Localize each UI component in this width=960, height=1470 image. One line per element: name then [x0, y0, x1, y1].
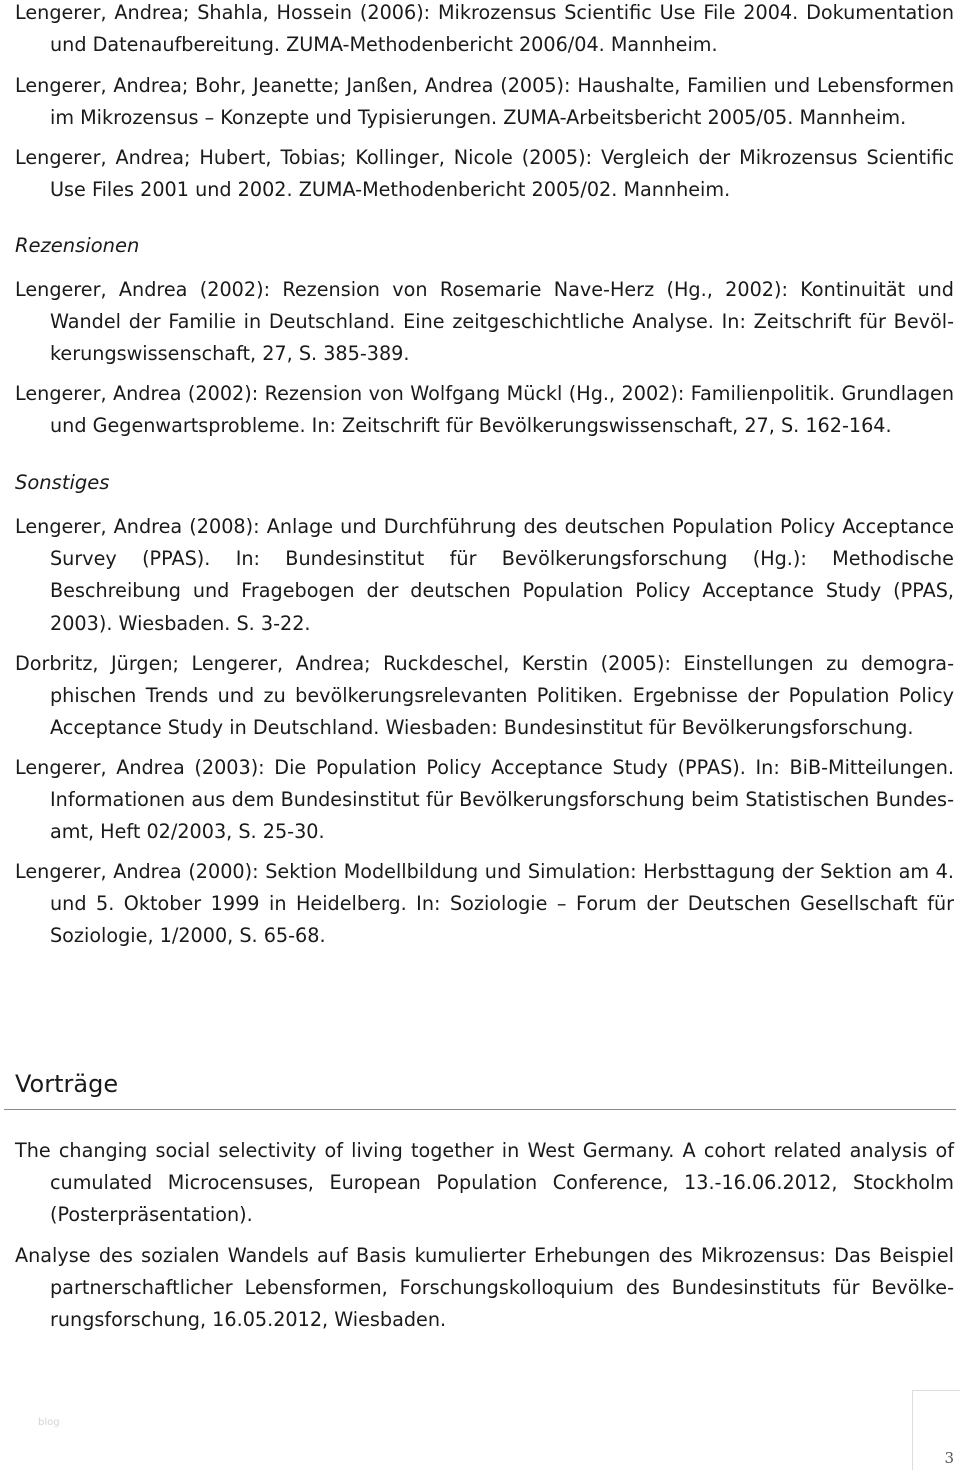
- misc-entry: Lengerer, Andrea (2008): Anlage und Durchführung des deutschen Population Policy Acceptance Survey (PPAS). In: Bundesinstitut für Bevölkerungsforschung (Hg.): Methodische Beschreibung und Fragebogen der deutschen Population Policy Acceptance Study (PPAS, 2003). Wiesbaden. S. 3-22.: [15, 515, 954, 635]
- misc-entry: Dorbritz, Jürgen; Lengerer, Andrea; Ruckdeschel, Kerstin (2005): Einstellungen zu demographischen Trends und zu bevölkerungsrelevanten Politiken. Ergebnisse der Population Policy Acceptance Study in Deutschland. Wiesbaden: Bundesinstitut für Bevölkerungsforschung.: [15, 652, 954, 740]
- misc-entry: Lengerer, Andrea (2000): Sektion Modellbildung und Simulation: Herbsttagung der Sektion am 4. und 5. Oktober 1999 in Heidelberg. In: Soziologie – Forum der Deutschen Gesellschaft für Soziologie, 1/2000, S. 65-68.: [15, 860, 954, 948]
- section-heading-vortraege: Vorträge: [15, 1070, 119, 1098]
- publication-entry: Lengerer, Andrea; Shahla, Hossein (2006): Mikrozensus Scientific Use File 2004. Dokumentation und Datenaufbereitung. ZUMA-Methodenbericht 2006/04. Mannheim.: [15, 1, 954, 57]
- talk-entry: The changing social selectivity of living together in West Germany. A cohort related analysis of cumulated Microcensuses, European Population Conference, 13.-16.06.2012, Stockholm (Posterpräsentation).: [15, 1139, 954, 1227]
- corner-mark: [912, 1390, 913, 1470]
- section-divider: [4, 1109, 956, 1110]
- subsection-heading-rezensionen: Rezensionen: [15, 234, 140, 257]
- subsection-heading-sonstiges: Sonstiges: [15, 471, 110, 494]
- page-number: 3: [944, 1449, 954, 1467]
- review-entry: Lengerer, Andrea (2002): Rezension von Wolfgang Mückl (Hg., 2002): Familienpolitik. Grundlagen und Gegenwartsprobleme. In: Zeitschrift für Bevölkerungswissenschaft, 27, S. 162-164.: [15, 382, 954, 438]
- talk-entry: Analyse des sozialen Wandels auf Basis kumulierter Erhebungen des Mikrozensus: Das Beispiel partnerschaftlicher Lebensformen, Forschungskolloquium des Bundesinstituts für Bevölkerungsforschung, 16.05.2012, Wiesbaden.: [15, 1244, 954, 1332]
- publication-entry: Lengerer, Andrea; Bohr, Jeanette; Janßen, Andrea (2005): Haushalte, Familien und Lebensformen im Mikrozensus – Konzepte und Typisierungen. ZUMA-Arbeitsbericht 2005/05. Mannheim.: [15, 74, 954, 130]
- watermark: blog: [38, 1417, 60, 1428]
- publication-entry: Lengerer, Andrea; Hubert, Tobias; Kollinger, Nicole (2005): Vergleich der Mikrozensus Scientific Use Files 2001 und 2002. ZUMA-Methodenbericht 2005/02. Mannheim.: [15, 146, 954, 202]
- review-entry: Lengerer, Andrea (2002): Rezension von Rosemarie Nave-Herz (Hg., 2002): Kontinuität und Wandel der Familie in Deutschland. Eine zeitgeschichtliche Analyse. In: Zeitschrift für Bevölkerungswissenschaft, 27, S. 385-389.: [15, 278, 954, 366]
- corner-mark: [912, 1390, 960, 1391]
- misc-entry: Lengerer, Andrea (2003): Die Population Policy Acceptance Study (PPAS). In: BiB-Mitteilungen. Informationen aus dem Bundesinstitut für Bevölkerungsforschung beim Statistischen Bundesamt, Heft 02/2003, S. 25-30.: [15, 756, 954, 844]
